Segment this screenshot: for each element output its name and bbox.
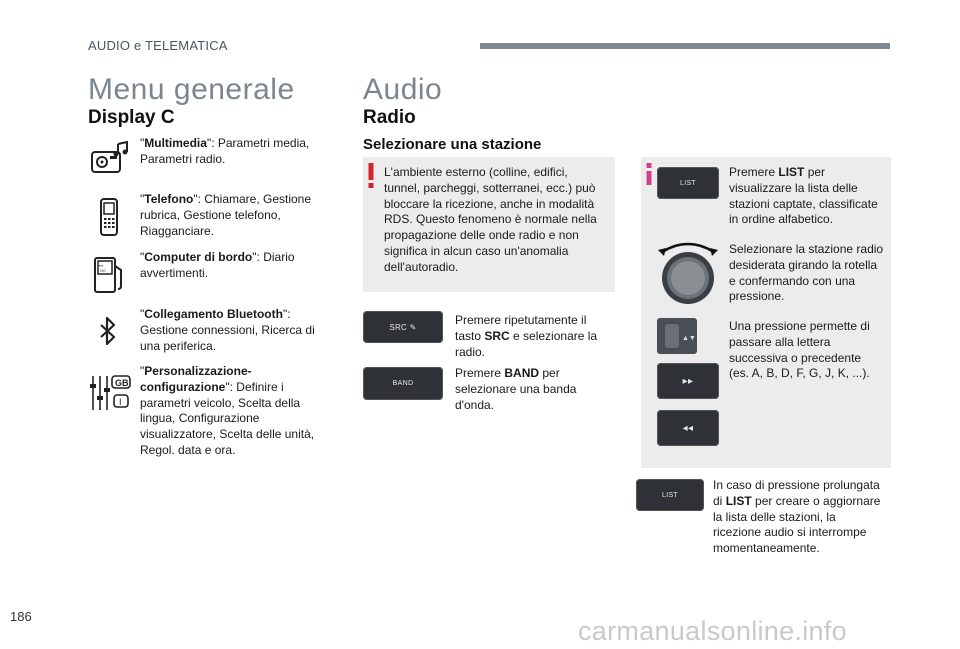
- prev-button-icon: ◂◂: [657, 410, 719, 446]
- audio-subtitle: Radio: [363, 107, 416, 128]
- header-rule: [480, 43, 890, 49]
- src-instruction: Premere ripetutamente il tasto SRC e selezionare la radio.: [455, 313, 598, 359]
- phone-icon: [99, 198, 119, 236]
- band-instruction: Premere BAND per selezionare una banda d'onda.: [455, 366, 577, 412]
- settings-sliders-icon: [88, 374, 132, 412]
- bluetooth-icon: [99, 317, 117, 345]
- page-number: 186: [10, 609, 32, 624]
- menu-item-multimedia: "Multimedia": Parametri media, Parametri radio.: [140, 136, 310, 166]
- scroll-wheel-image: [657, 318, 697, 354]
- list-longpress-instruction: In caso di pressione prolungata di LIST per creare o aggiornare la lista delle stazioni, la ricezione audio si interrompe momentaneamente.: [713, 478, 881, 556]
- svg-text:I: I: [119, 397, 122, 407]
- fuel-computer-icon: [93, 256, 125, 294]
- menu-item-bluetooth: "Collegamento Bluetooth": Gestione connessioni, Ricerca di una periferica.: [140, 307, 315, 353]
- svg-text:▲▼: ▲▼: [682, 335, 696, 342]
- src-button-image: SRC ✎: [363, 311, 443, 343]
- section-heading: Selezionare una stazione: [363, 136, 542, 153]
- running-header: AUDIO e TELEMATICA: [88, 38, 228, 53]
- rotary-knob-icon: [656, 238, 720, 306]
- list-button-image-2: LIST: [636, 479, 704, 511]
- list-instruction: Premere LIST per visualizzare la lista delle stazioni captate, classificate in ordine alfabetico.: [729, 165, 878, 227]
- menu-item-telefono: "Telefono": Chiamare, Gestione rubrica, Gestione telefono, Riagganciare.: [140, 192, 312, 238]
- menu-item-personalizzazione: "Personalizzazione-configurazione": Definire i parametri veicolo, Scelta della lingua, Configurazione visualizzatore, Scelta delle unità, Regol. data e ora.: [140, 364, 315, 457]
- band-button-image: BAND: [363, 367, 443, 400]
- list-button-image: LIST: [657, 167, 719, 199]
- next-button-icon: ▸▸: [657, 363, 719, 399]
- svg-text:OC: OC: [100, 268, 106, 273]
- warning-text: L'ambiente esterno (colline, edifici, tunnel, parcheggi, sotterranei, ecc.) può bloccare la ricezione, anche in modalità RDS. Questo fenomeno è normale nella propagazione delle onde radio e non significa in alcun caso un'anomalia dell'autoradio.: [384, 165, 597, 274]
- info-icon: [646, 163, 652, 185]
- jump-instruction: Una pressione permette di passare alla lettera successiva o precedente (es. A, B, D, F, G, J, K, ...).: [729, 319, 870, 381]
- svg-text:GB: GB: [115, 378, 129, 388]
- left-subtitle: Display C: [88, 107, 175, 128]
- menu-item-computer-bordo: "Computer di bordo": Diario avvertimenti.: [140, 250, 295, 280]
- svg-text:▪▪▪: ▪▪▪: [99, 263, 104, 268]
- left-title: Menu generale: [88, 73, 295, 106]
- knob-instruction: Selezionare la stazione radio desiderata girando la rotella e confermando con una pressione.: [729, 242, 884, 304]
- watermark: carmanualsonline.info: [578, 616, 847, 646]
- multimedia-icon: [90, 140, 130, 176]
- audio-title: Audio: [363, 73, 443, 106]
- warning-icon: [368, 163, 374, 188]
